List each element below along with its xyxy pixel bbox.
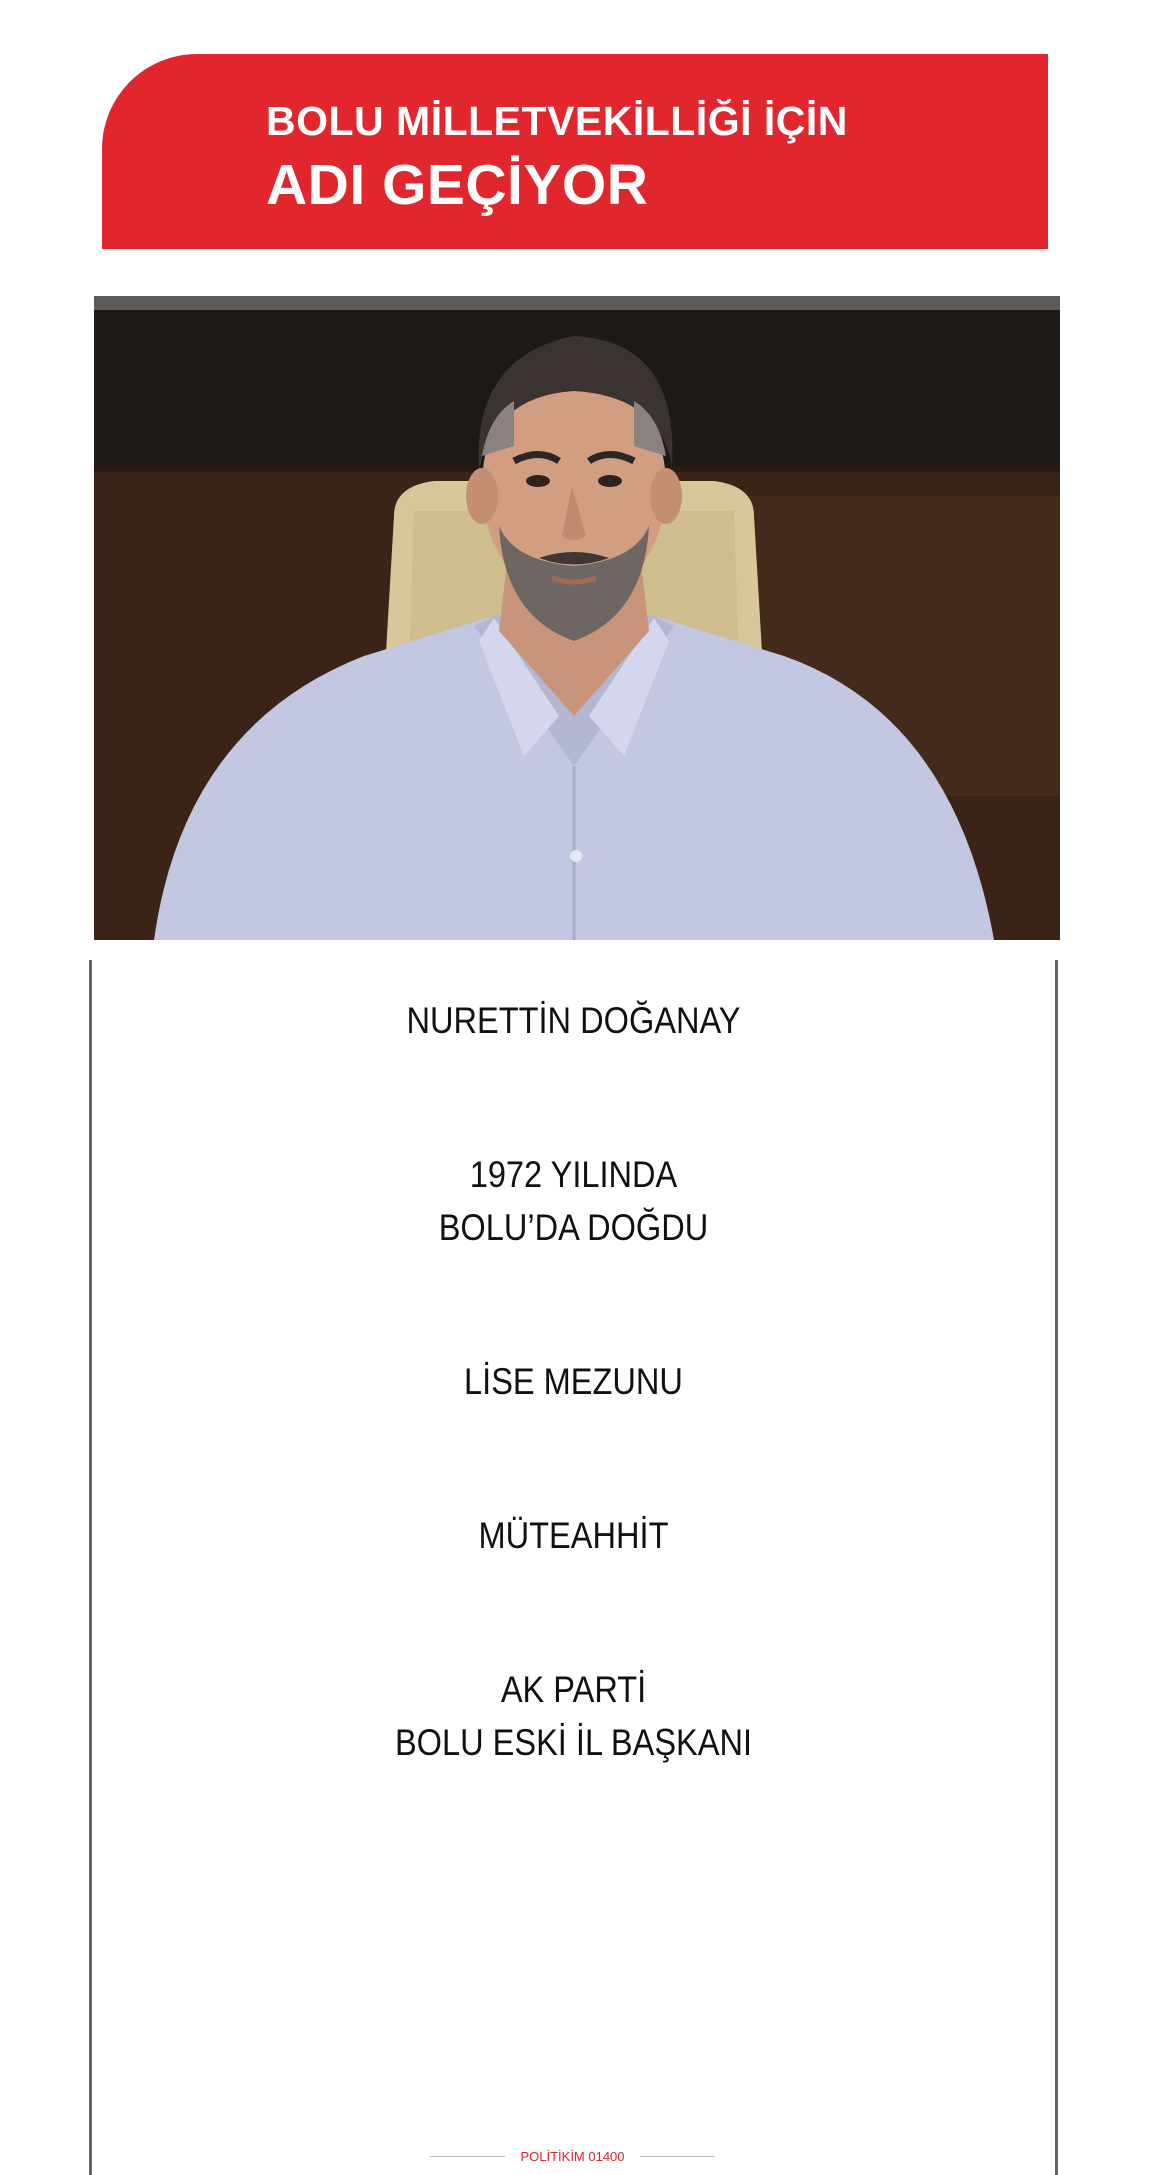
occupation-text: MÜTEAHHİT bbox=[478, 1515, 669, 1556]
birth-year-text: 1972 YILINDA bbox=[469, 1154, 678, 1195]
name-text: NURETTİN DOĞANAY bbox=[406, 1000, 741, 1041]
portrait-photo bbox=[94, 296, 1060, 940]
profile-name bbox=[150, 994, 997, 1047]
education-text: LİSE MEZUNU bbox=[464, 1361, 683, 1402]
profile-info-panel bbox=[89, 960, 1058, 2175]
role-text: BOLU ESKİ İL BAŞKANI bbox=[394, 1722, 753, 1763]
header-banner bbox=[102, 54, 1048, 249]
birth-place-text: BOLU’DA DOĞDU bbox=[438, 1207, 709, 1248]
headline-top: BOLU MİLLETVEKİLLİĞİ İÇİN bbox=[266, 98, 848, 144]
party-text: AK PARTİ bbox=[500, 1669, 647, 1710]
footer-brand bbox=[430, 2144, 715, 2168]
profile-birth bbox=[150, 1148, 997, 1254]
portrait-illustration bbox=[94, 296, 1060, 940]
profile-occupation bbox=[150, 1509, 997, 1562]
profile-education bbox=[150, 1355, 997, 1408]
headline-main: ADI GEÇİYOR bbox=[266, 153, 649, 217]
profile-role bbox=[150, 1663, 997, 1769]
footer-brand-text: POLİTİKİM 01400 bbox=[520, 2148, 625, 2164]
footer-divider-left bbox=[430, 2156, 505, 2157]
footer-divider-right bbox=[640, 2156, 715, 2157]
